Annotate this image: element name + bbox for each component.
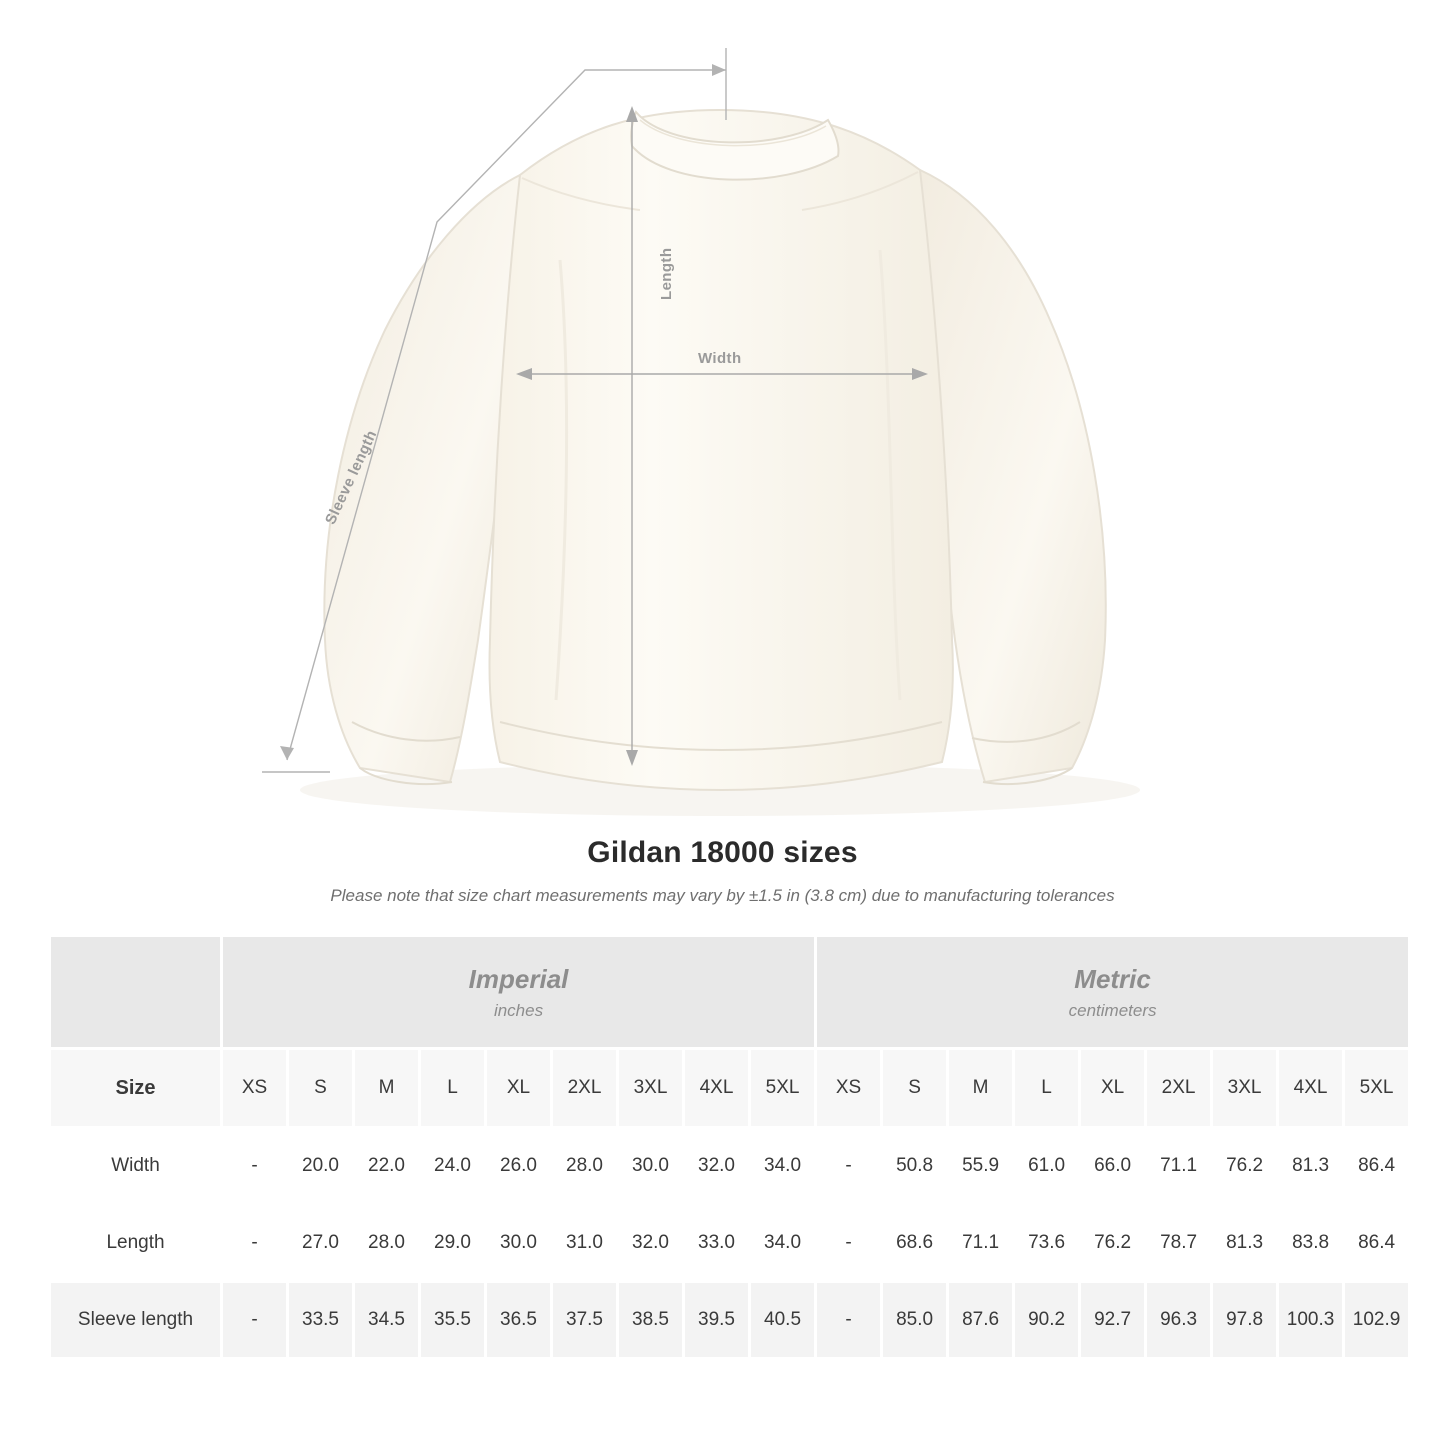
cell-length-imp-7: 33.0: [684, 1205, 750, 1282]
cell-length-imp-4: 30.0: [486, 1205, 552, 1282]
size-table-wrapper: [48, 934, 1401, 1360]
cell-sleeve-imp-3: 35.5: [420, 1282, 486, 1359]
cell-sleeve-imp-2: 34.5: [354, 1282, 420, 1359]
cell-sleeve-imp-7: 39.5: [684, 1282, 750, 1359]
size-col-imp-4: XL: [486, 1049, 552, 1128]
cell-sleeve-met-8: 102.9: [1344, 1282, 1410, 1359]
size-col-met-8: 5XL: [1344, 1049, 1410, 1128]
cell-width-imp-4: 26.0: [486, 1128, 552, 1205]
metric-header-cell: [816, 936, 1410, 1049]
row-label-length: Length: [50, 1205, 222, 1282]
cell-sleeve-met-7: 100.3: [1278, 1282, 1344, 1359]
size-col-imp-7: 4XL: [684, 1049, 750, 1128]
sleeve-length-label: Sleeve length: [322, 427, 381, 528]
table-row: [50, 1282, 1410, 1359]
pointer-arrow-top: [712, 64, 726, 76]
cell-length-met-1: 68.6: [882, 1205, 948, 1282]
cell-length-met-8: 86.4: [1344, 1205, 1410, 1282]
cell-width-imp-1: 20.0: [288, 1128, 354, 1205]
cell-length-met-3: 73.6: [1014, 1205, 1080, 1282]
cell-length-met-6: 81.3: [1212, 1205, 1278, 1282]
cell-length-imp-6: 32.0: [618, 1205, 684, 1282]
page-title: Gildan 18000 sizes: [587, 836, 858, 869]
size-label-cell: Size: [50, 1049, 222, 1128]
cell-sleeve-imp-4: 36.5: [486, 1282, 552, 1359]
size-header-row: [50, 1049, 1410, 1128]
size-col-imp-5: 2XL: [552, 1049, 618, 1128]
cell-length-met-4: 76.2: [1080, 1205, 1146, 1282]
size-col-met-0: XS: [816, 1049, 882, 1128]
cell-sleeve-met-0: -: [816, 1282, 882, 1359]
cell-width-met-2: 55.9: [948, 1128, 1014, 1205]
metric-unit-sub: centimeters: [1068, 1000, 1157, 1020]
cell-sleeve-imp-5: 37.5: [552, 1282, 618, 1359]
cell-sleeve-imp-1: 33.5: [288, 1282, 354, 1359]
cell-sleeve-met-3: 90.2: [1014, 1282, 1080, 1359]
cell-width-met-4: 66.0: [1080, 1128, 1146, 1205]
table-row: [50, 1128, 1410, 1205]
length-label: Length: [658, 247, 675, 300]
imperial-unit-sub: inches: [493, 1000, 544, 1020]
cell-length-met-2: 71.1: [948, 1205, 1014, 1282]
size-col-met-6: 3XL: [1212, 1049, 1278, 1128]
size-col-met-7: 4XL: [1278, 1049, 1344, 1128]
cell-width-met-0: -: [816, 1128, 882, 1205]
tolerance-note: Please note that size chart measurements may vary by ±1.5 in (3.8 cm) due to manufacturing tolerances: [330, 886, 1115, 905]
metric-unit-name: Metric: [1074, 963, 1151, 994]
cell-width-met-6: 76.2: [1212, 1128, 1278, 1205]
size-col-imp-3: L: [420, 1049, 486, 1128]
cell-width-imp-2: 22.0: [354, 1128, 420, 1205]
cell-length-imp-5: 31.0: [552, 1205, 618, 1282]
cell-length-met-5: 78.7: [1146, 1205, 1212, 1282]
cell-length-imp-0: -: [222, 1205, 288, 1282]
pointer-arrow-bottom: [280, 746, 294, 760]
table-row: [50, 1205, 1410, 1282]
cell-width-imp-3: 24.0: [420, 1128, 486, 1205]
cell-length-imp-8: 34.0: [750, 1205, 816, 1282]
cell-length-imp-2: 28.0: [354, 1205, 420, 1282]
cell-width-met-5: 71.1: [1146, 1128, 1212, 1205]
cell-sleeve-met-4: 92.7: [1080, 1282, 1146, 1359]
cell-width-met-8: 86.4: [1344, 1128, 1410, 1205]
cell-sleeve-met-6: 97.8: [1212, 1282, 1278, 1359]
cell-width-imp-7: 32.0: [684, 1128, 750, 1205]
size-col-met-4: XL: [1080, 1049, 1146, 1128]
row-label-sleeve-length: Sleeve length: [50, 1282, 222, 1359]
size-col-imp-0: XS: [222, 1049, 288, 1128]
cell-width-imp-6: 30.0: [618, 1128, 684, 1205]
imperial-unit-name: Imperial: [468, 963, 569, 994]
cell-length-met-0: -: [816, 1205, 882, 1282]
size-col-met-3: L: [1014, 1049, 1080, 1128]
size-col-met-2: M: [948, 1049, 1014, 1128]
cell-sleeve-imp-8: 40.5: [750, 1282, 816, 1359]
cell-width-imp-0: -: [222, 1128, 288, 1205]
cell-sleeve-met-1: 85.0: [882, 1282, 948, 1359]
size-col-imp-1: S: [288, 1049, 354, 1128]
units-header-row: [50, 936, 1410, 1049]
row-label-width: Width: [50, 1128, 222, 1205]
cell-width-met-3: 61.0: [1014, 1128, 1080, 1205]
cell-length-imp-1: 27.0: [288, 1205, 354, 1282]
cell-length-imp-3: 29.0: [420, 1205, 486, 1282]
imperial-header-cell: [222, 936, 816, 1049]
size-col-imp-2: M: [354, 1049, 420, 1128]
garment-body: [489, 110, 952, 790]
width-label: Width: [698, 350, 742, 367]
cell-sleeve-imp-0: -: [222, 1282, 288, 1359]
cell-sleeve-imp-6: 38.5: [618, 1282, 684, 1359]
cell-sleeve-met-2: 87.6: [948, 1282, 1014, 1359]
cell-width-met-7: 81.3: [1278, 1128, 1344, 1205]
cell-length-met-7: 83.8: [1278, 1205, 1344, 1282]
cell-width-imp-5: 28.0: [552, 1128, 618, 1205]
size-col-met-5: 2XL: [1146, 1049, 1212, 1128]
cell-sleeve-met-5: 96.3: [1146, 1282, 1212, 1359]
size-col-imp-6: 3XL: [618, 1049, 684, 1128]
title-block: [0, 836, 1445, 906]
size-table: [48, 934, 1411, 1360]
size-col-met-1: S: [882, 1049, 948, 1128]
size-col-imp-8: 5XL: [750, 1049, 816, 1128]
cell-width-met-1: 50.8: [882, 1128, 948, 1205]
cell-width-imp-8: 34.0: [750, 1128, 816, 1205]
units-spacer-cell: [50, 936, 222, 1049]
